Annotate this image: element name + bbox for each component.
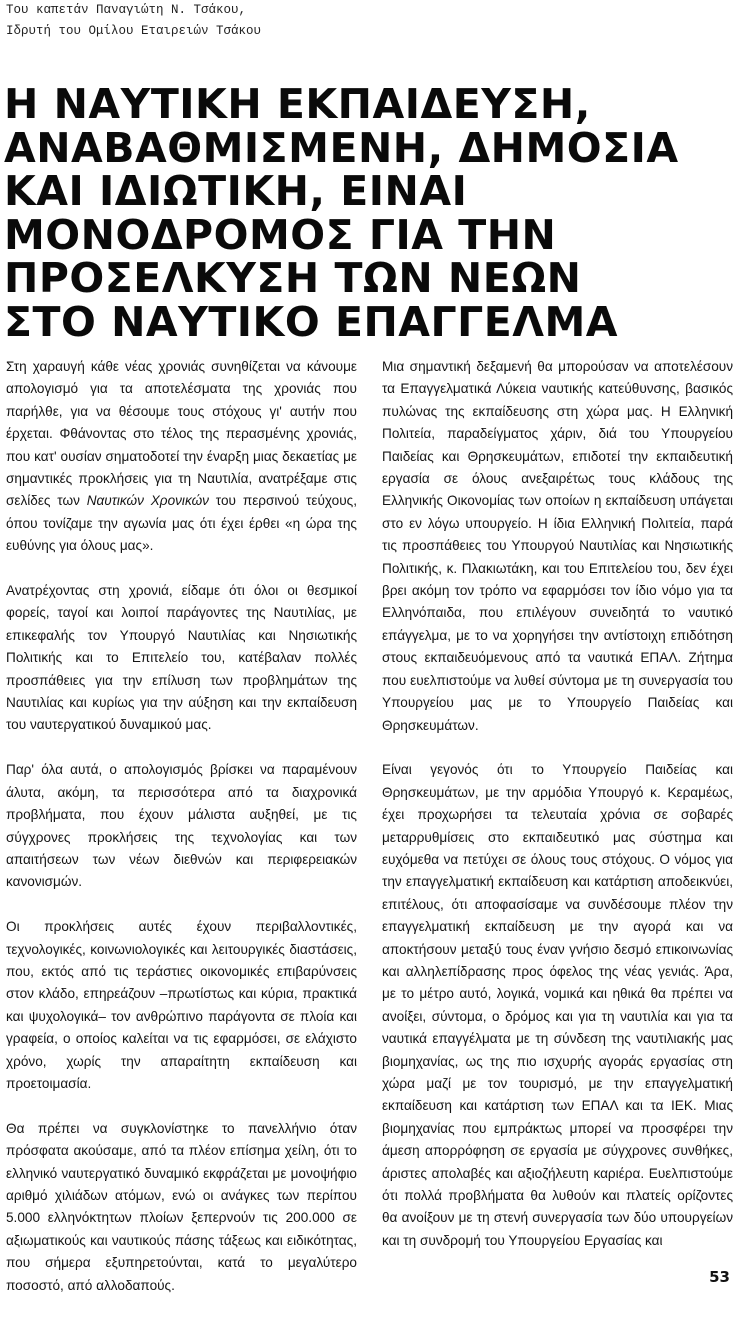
paragraph xyxy=(6,356,357,558)
headline-line: ΜΟΝΟΔΡΟΜΟΣ ΓΙΑ ΤΗΝ xyxy=(4,210,557,259)
byline-affiliation: Ιδρυτή του Ομίλου Εταιρειών Τσάκου xyxy=(6,24,262,38)
publication-title: Ναυτικών Χρονικών xyxy=(86,493,209,509)
paragraph: Θα πρέπει να συγκλονίστηκε το πανελλήνιο όταν πρόσφατα ακούσαμε, από τα πλέον επίσημα χείλη, ότι το ελληνικό ναυτεργατικό δυναμικό εκφράζεται με μονοψήφιο αριθμό χιλιάδων ατόμων, ενώ οι ανάγκες των περίπου 5.000 ελληνόκτητων πλοίων ξεπερνούν τις 200.000 σε αξιωματικούς και ναυτικούς πάσης τάξεως και ειδικότητας, που σήμερα εξυπηρετούνται, κατά το μεγαλύτερο ποσοστό, από αλλοδαπούς. xyxy=(6,1120,357,1293)
paragraph-text: Στη χαραυγή κάθε νέας χρονιάς συνηθίζεται να κάνουμε απολογισμό για τα αποτελέσματα της χρονιάς που παρήλθε, για να θέσουμε τους στόχους γι' αυτήν που έρχεται. Φθάνοντας στο τέλος της περασμένης χρονιάς, που κατ' ουσίαν σηματοδοτεί την έναρξη μιας δεκαετίας με σημαντικές προκλήσεις για τη Ναυτιλία, ανατρέξαμε στις σελίδες των xyxy=(6,359,357,509)
headline-line: Η ΝΑΥΤΙΚΗ ΕΚΠΑΙΔΕΥΣΗ, xyxy=(4,80,591,128)
headline-line: ΣΤΟ ΝΑΥΤΙΚΟ ΕΠΑΓΓΕΛΜΑ xyxy=(4,297,619,346)
paragraph: Παρ' όλα αυτά, ο απολογισμός βρίσκει να παραμένουν άλυτα, ακόμη, τα περισσότερα από τα διαχρονικά προβλήματα, που έχουν μάλιστα αυξηθεί, με τις σύγχρονες προκλήσεις της τεχνολογίας και των απαιτήσεων των νέων διεθνών και περιφερειακών κανονισμών. xyxy=(6,762,357,890)
paragraph: Μια σημαντική δεξαμενή θα μπορούσαν να αποτελέσουν τα Επαγγελματικά Λύκεια ναυτικής κατεύθυνσης, βασικός πυλώνας της εκπαίδευσης στη χώρα μας. Η Ελληνική Πολιτεία, παραδείγματος χάριν, διά του Υπουργείου Παιδείας και Θρησκευμάτων, επιδοτεί την εκπαιδευτική εργασία σε όλους ανεξαιρέτως τους κλάδους της Ελληνικής Οικονομίας των οποίων η εκπαίδευση υπάγεται στο εν λόγω υπουργείο. Η ίδια Ελληνική Πολιτεία, παρά τις προσπάθειες του Υπουργού Ναυτιλίας και Νησιωτικής Πολιτικής, κ. Πλακιωτάκη, και του Επιτελείου του, δεν έχει βρει ακόμη τον τρόπο να εφαρμόσει τον ίδιο νόμο για τα Ελληνόπαιδα, που επιλέγουν συνειδητά το ναυτικό επάγγελμα, με το να χορηγήσει την αντίστοιχη επιδότηση στους εκπαιδευόμενους από τα ναυτικά ΕΠΑΛ. Ζήτημα που ευελπιστούμε να λυθεί σύντομα με τη συνεργασία του Υπουργείου μας με το Υπουργείο Παιδείας και Θρησκευμάτων. xyxy=(382,359,733,733)
article-column-left xyxy=(6,356,357,1319)
headline-line: ΚΑΙ ΙΔΙΩΤΙΚΗ, ΕΙΝΑΙ xyxy=(4,167,468,216)
headline-line: ΑΝΑΒΑΘΜΙΣΜΕΝΗ, ΔΗΜΟΣΙΑ xyxy=(4,123,679,172)
page-number: 53 xyxy=(709,1268,730,1286)
article-headline xyxy=(4,80,736,346)
paragraph: Ανατρέχοντας στη χρονιά, είδαμε ότι όλοι οι θεσμικοί φορείς, ταγοί και λοιποί παράγοντες της Ναυτιλίας, με επικεφαλής τον Υπουργό Ναυτιλίας και Νησιωτικής Πολιτικής και το Επιτελείο του, κατέβαλαν πολλές προσπάθειες για την επίλυση των προβλημάτων της Ναυτιλίας και κυρίως για την αύξηση και την εκπαίδευση του ναυτεργατικού δυναμικού μας. xyxy=(6,583,357,733)
author-byline xyxy=(6,0,261,42)
paragraph: Είναι γεγονός ότι το Υπουργείο Παιδείας και Θρησκευμάτων, με την αρμόδια Υπουργό κ. Κεραμέως, έχει προχωρήσει τα τελευταία χρόνια σε σοβαρές μεταρρυθμίσεις στο εκπαιδευτικό μας σύστημα και ευχόμεθα να πετύχει σε όλους τους στόχους. Ο νόμος για την επαγγελματική εκπαίδευση και κατάρτιση αποδεικνύει, επιτέλους, ότι αποφασίσαμε να συνδέσουμε πλέον την επαγγελματική εκπαίδευση με την αγορά και να αποκτήσουν μεταξύ τους έναν γνήσιο δεσμό επικοινωνίας και αλληλεπίδρασης προς όφελος της νέας γενιάς. Άρα, με το μέτρο αυτό, λογικά, νομικά και ηθικά θα πρέπει να ανοίξει, σύντομα, ο δρόμος και για τη ναυτιλία και για τα ναυτικά επαγγέλματα με τη σύνδεση της ναυτιλιακής μας βιομηχανίας, ως της πιο ισχυρής αγοράς εργασίας στη χώρα μαζί με τον τουρισμό, με την επαγγελματική εκπαίδευση και κατάρτιση των ΕΠΑΛ και τα ΙΕΚ. Μιας βιομηχανίας που εμπράκτως μπορεί να προσφέρει την άμεση απορρόφηση σε εργασία με σύγχρονες συνθήκες, άριστες απολαβές και αξιοζήλευτη καριέρα. Ευελπιστούμε ότι πολλά προβλήματα θα λυθούν και πλατείς ορίζοντες θα ανοίξουν με τη στενή συνεργασία των δύο υπουργείων και τη συνδρομή του Υπουργείου Εργασίας και xyxy=(382,762,733,1248)
byline-author: Του καπετάν Παναγιώτη Ν. Τσάκου, xyxy=(6,3,247,17)
headline-line: ΠΡΟΣΕΛΚΥΣΗ ΤΩΝ ΝΕΩΝ xyxy=(4,254,582,303)
paragraph-text: του περσινού τεύχους, όπου τονίζαμε την αγωνία μας ότι έχει έρθει «η ώρα της ευθύνης για όλους μας». xyxy=(6,493,357,554)
article-column-right xyxy=(382,356,733,1275)
paragraph: Οι προκλήσεις αυτές έχουν περιβαλλοντικές, τεχνολογικές, κοινωνιολογικές και λειτουργικές διαστάσεις, που, εκτός από τις τεράστιες οικονομικές επιβαρύνσεις στον κλάδο, επηρεάζουν –πρωτίστως και κύρια, πρακτικά και ψυχολογικά– τον ανθρώπινο παράγοντα σε πλοία και γραφεία, ο οποίος καλείται να τις εφαρμόσει, σε ελάχιστο χρόνο, χωρίς την απαραίτητη εκπαίδευση και προετοιμασία. xyxy=(6,919,357,1091)
